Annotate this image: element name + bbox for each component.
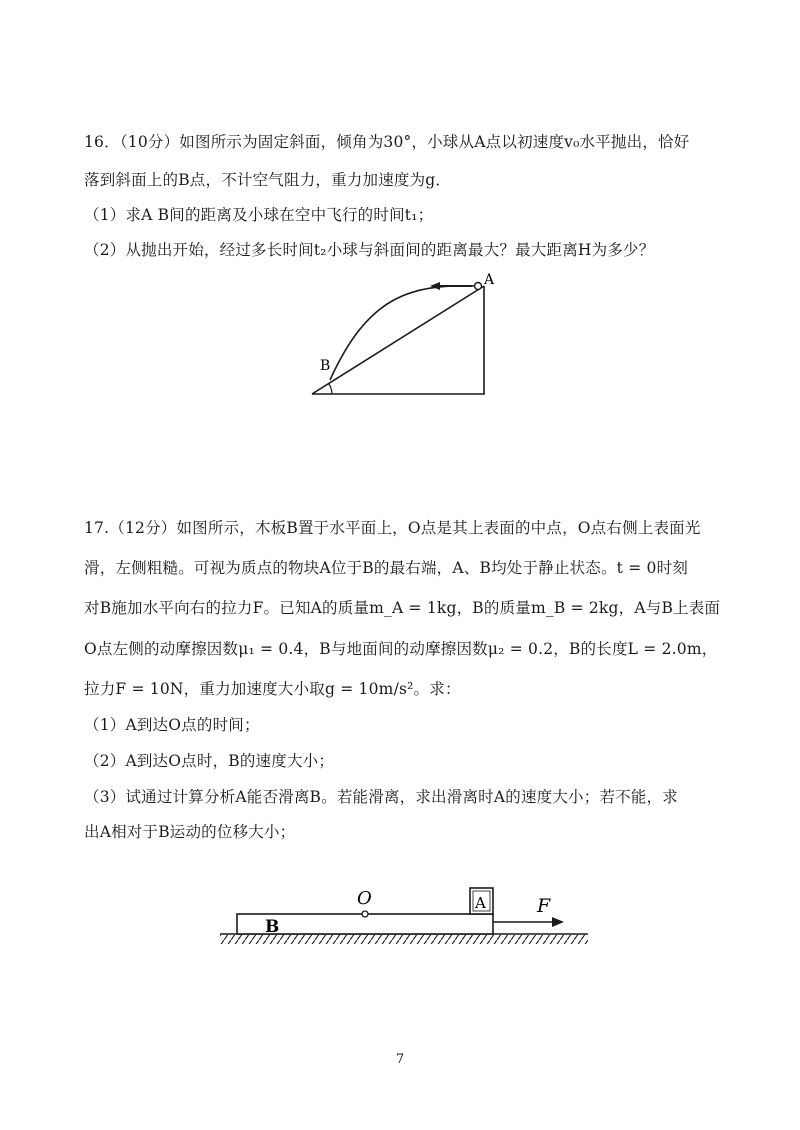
velocity-arrowhead [430, 282, 440, 290]
q17-line-2: 滑，左侧粗糙。可视为质点的物块A位于B的最右端，A、B均处于静止状态。t = 0时刻 [84, 559, 689, 577]
q16-line-2: 落到斜面上的B点，不计空气阻力，重力加速度为g． [84, 171, 452, 189]
trajectory-curve [330, 286, 476, 380]
point-o [362, 911, 368, 917]
label-f: F [537, 895, 551, 917]
q16-incline-figure [300, 268, 510, 400]
q17-line-8: （3）试通过计算分析A能否滑离B。若能滑离，求出滑离时A的速度大小；若不能，求 [84, 788, 678, 806]
q17-line-7: （2）A到达O点时，B的速度大小； [84, 752, 335, 770]
label-board-b: B [265, 917, 280, 937]
q17-line-1: 17.（12分）如图所示，木板B置于水平面上，O点是其上表面的中点，O点右侧上表面光 [84, 519, 701, 537]
incline-slope [312, 286, 484, 394]
q17-line-6: （1）A到达O点的时间； [84, 716, 260, 734]
label-b: B [320, 358, 331, 374]
label-o: O [357, 888, 372, 909]
label-a: A [484, 272, 495, 288]
q16-line-3: （1）求A B间的距离及小球在空中飞行的时间t₁； [84, 206, 434, 224]
page-number: 7 [395, 1052, 405, 1067]
q16-line-1: 16．（10分）如图所示为固定斜面，倾角为30°，小球从A点以初速度v₀水平抛出，恰好 [84, 133, 690, 151]
ball-a [475, 283, 482, 290]
q17-line-3: 对B施加水平向右的拉力F。已知A的质量m_A = 1kg，B的质量m_B = 2kg，A与B上表面 [84, 599, 721, 617]
q17-board-figure [210, 880, 600, 950]
angle-arc [329, 384, 332, 394]
q17-line-5: 拉力F = 10N，重力加速度大小取g = 10m/s²。求： [84, 680, 461, 698]
q17-line-9: 出A相对于B运动的位移大小； [84, 823, 296, 841]
force-arrowhead [552, 917, 564, 927]
q16-line-4: （2）从抛出开始，经过多长时间t₂小球与斜面间的距离最大？最大距离H为多少？ [84, 241, 655, 259]
label-block-a: A [475, 894, 486, 912]
q17-line-4: O点左侧的动摩擦因数μ₁ = 0.4，B与地面间的动摩擦因数μ₂ = 0.2，B的长度L = 2.0m， [84, 640, 718, 658]
